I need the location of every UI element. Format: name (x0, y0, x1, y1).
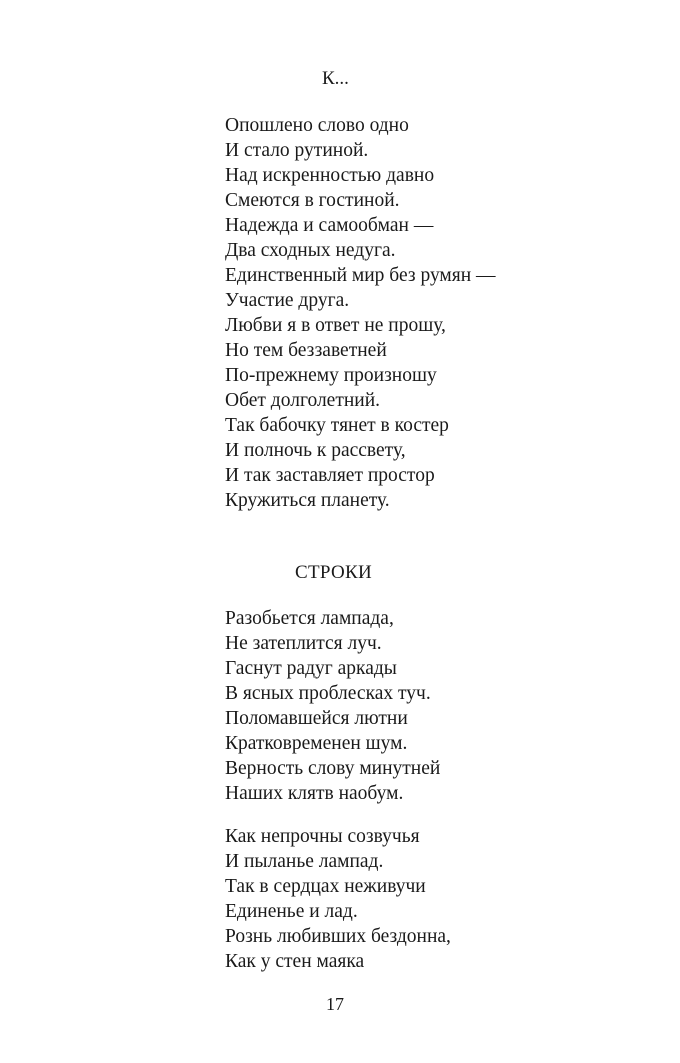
verse-line: Так бабочку тянет в костер (225, 415, 449, 436)
verse-line: Над искренностью давно (225, 165, 435, 186)
verse-line: Два сходных недуга. (225, 240, 396, 261)
verse-line: Рознь любивших бездонна, (225, 926, 451, 947)
verse-line: Как непрочны созвучья (225, 826, 420, 847)
verse-line: Единенье и лад. (225, 901, 358, 922)
verse-line: И полночь к рассвету, (225, 440, 406, 461)
verse-line: Поломавшейся лютни (225, 708, 408, 729)
verse-line: Обет долголетний. (225, 390, 381, 411)
poem-title-k: К... (322, 68, 349, 89)
verse-line: Любви я в ответ не прошу, (225, 315, 446, 336)
verse-line: Верность слову минутней (225, 758, 441, 779)
poem-k-stanza (225, 113, 496, 513)
verse-line: Как у стен маяка (225, 951, 365, 972)
verse-line: Разобьется лампада, (225, 608, 394, 629)
poem-title-stroki: СТРОКИ (295, 562, 372, 583)
verse-line: Участие друга. (225, 290, 350, 311)
verse-line: Не затеплится луч. (225, 633, 382, 654)
verse-line: Надежда и самообман — (225, 215, 434, 236)
verse-line: И так заставляет простор (225, 465, 435, 486)
verse-line: Наших клятв наобум. (225, 783, 404, 804)
verse-line: Опошлено слово одно (225, 115, 409, 136)
verse-line: Но тем беззаветней (225, 340, 387, 361)
verse-line: Кружиться планету. (225, 490, 390, 511)
verse-line: И пыланье лампад. (225, 851, 384, 872)
poem-stroki-stanza-1 (225, 606, 440, 806)
verse-line: И стало рутиной. (225, 140, 369, 161)
verse-line: В ясных проблесках туч. (225, 683, 431, 704)
verse-line: По-прежнему произношу (225, 365, 437, 386)
verse-line: Так в сердцах неживучи (225, 876, 426, 897)
verse-line: Смеются в гостиной. (225, 190, 400, 211)
page-number: 17 (326, 994, 344, 1014)
verse-line: Единственный мир без румян — (225, 265, 496, 286)
verse-line: Гаснут радуг аркады (225, 658, 397, 679)
verse-line: Кратковременен шум. (225, 733, 408, 754)
poem-stroki-stanza-2 (225, 824, 451, 974)
